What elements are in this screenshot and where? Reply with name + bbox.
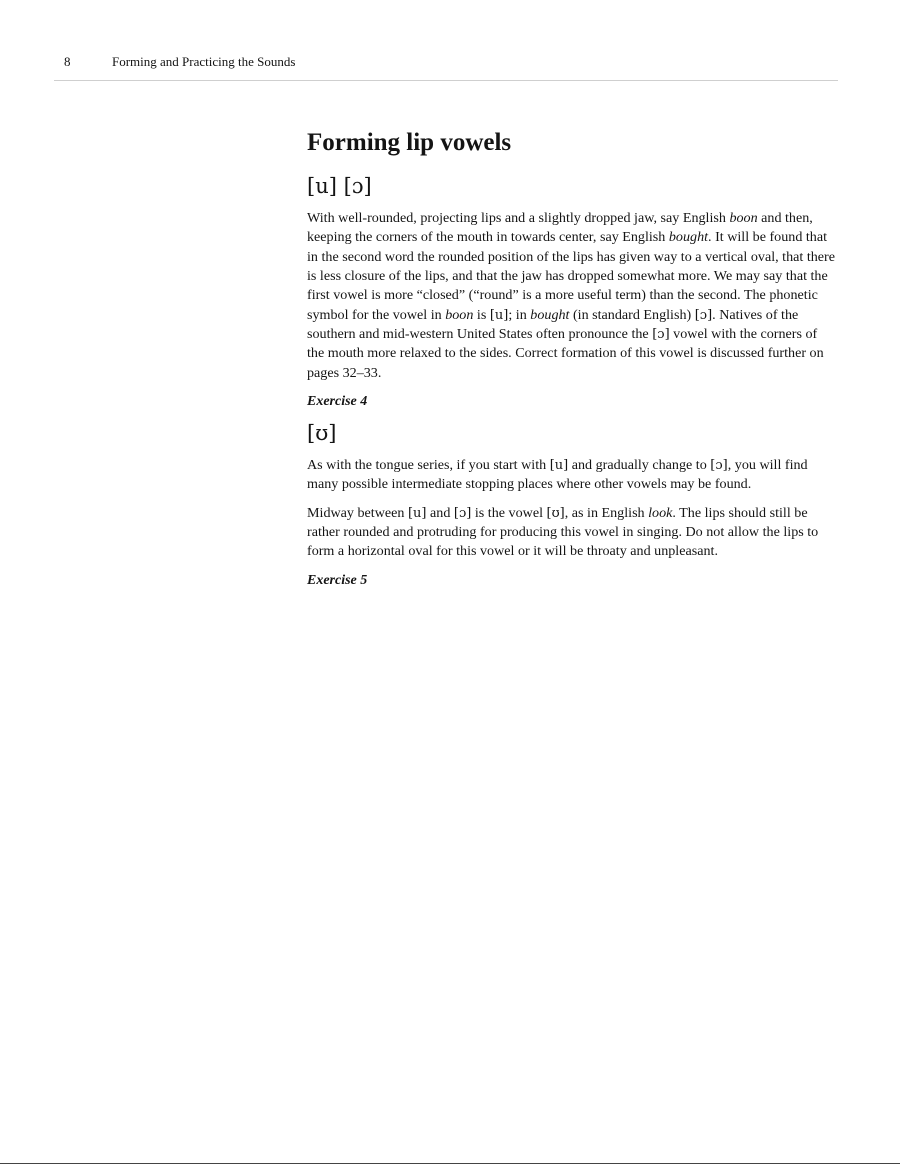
section-heading-u-open-o: [u] [ɔ] — [307, 174, 372, 198]
section-heading-upsilon: [ʊ] — [307, 420, 337, 445]
text-run: Midway between — [307, 504, 408, 521]
main-content — [307, 128, 837, 600]
text-run: is — [473, 306, 490, 323]
text-run: . The lips should still be rather rounded and protruding for producing this vowel in singing. Do not allow the lips to form a horizontal oval for this vowel or it will be throaty and unpleasant. — [307, 504, 819, 560]
text-run: . It will be found that in the second word the rounded position of the lips has given way to a vertical oval, that there is less closure of the lips, and that the jaw has dropped somewhat more. We may say that the first vowel is more “closed” (“round” is a more useful term) than the second. The phonetic symbol for the vowel in — [307, 229, 835, 323]
page-header — [54, 52, 838, 81]
example-word: bought — [530, 306, 570, 323]
ipa-symbol: [ɔ] — [652, 326, 670, 342]
page-title: Forming lip vowels — [307, 129, 512, 156]
paragraph-upsilon — [307, 504, 837, 562]
text-run: , as in English — [564, 504, 649, 521]
ipa-symbol: [u] — [407, 505, 427, 521]
exercise-4-label: Exercise 4 — [307, 393, 368, 409]
text-run: and then, keeping the corners of the mouth in towards center, say English — [307, 210, 813, 246]
ipa-symbol: [ɔ] — [694, 307, 713, 323]
example-word: look — [648, 504, 673, 521]
exercise-5-label: Exercise 5 — [307, 572, 368, 588]
paragraph-u-open-o — [307, 209, 837, 383]
example-word: boon — [729, 210, 758, 227]
text-run: As with the tongue series, if you start with — [307, 457, 550, 474]
ipa-symbol: [ɔ] — [710, 458, 728, 474]
ipa-symbol: [u] — [489, 307, 509, 323]
text-run: and — [426, 504, 454, 521]
text-run: (in standard English) — [569, 306, 695, 323]
example-word: bought — [668, 229, 709, 246]
example-word: boon — [445, 306, 474, 323]
page-number: 8 — [64, 54, 71, 69]
ipa-symbol: [ʊ] — [546, 505, 565, 521]
text-run: ; in — [508, 306, 531, 323]
ipa-symbol: [ɔ] — [453, 505, 472, 521]
text-run: is the vowel — [471, 504, 547, 521]
paragraph-intermediate-vowels — [307, 456, 837, 495]
ipa-symbol: [u] — [549, 458, 569, 474]
text-run: With well-rounded, projecting lips and a slightly dropped jaw, say English — [307, 210, 730, 227]
running-head: Forming and Practicing the Sounds — [112, 54, 296, 69]
text-run: , you will find many possible intermediate stopping places where other vowels may be found. — [307, 457, 808, 493]
text-run: . Natives of the southern and mid-western United States often pronounce the — [307, 306, 799, 342]
text-run: and gradually change to — [568, 457, 711, 474]
text-run: vowel with the corners of the mouth more relaxed to the sides. Correct formation of this vowel is discussed further on pages 32–33. — [307, 325, 824, 381]
